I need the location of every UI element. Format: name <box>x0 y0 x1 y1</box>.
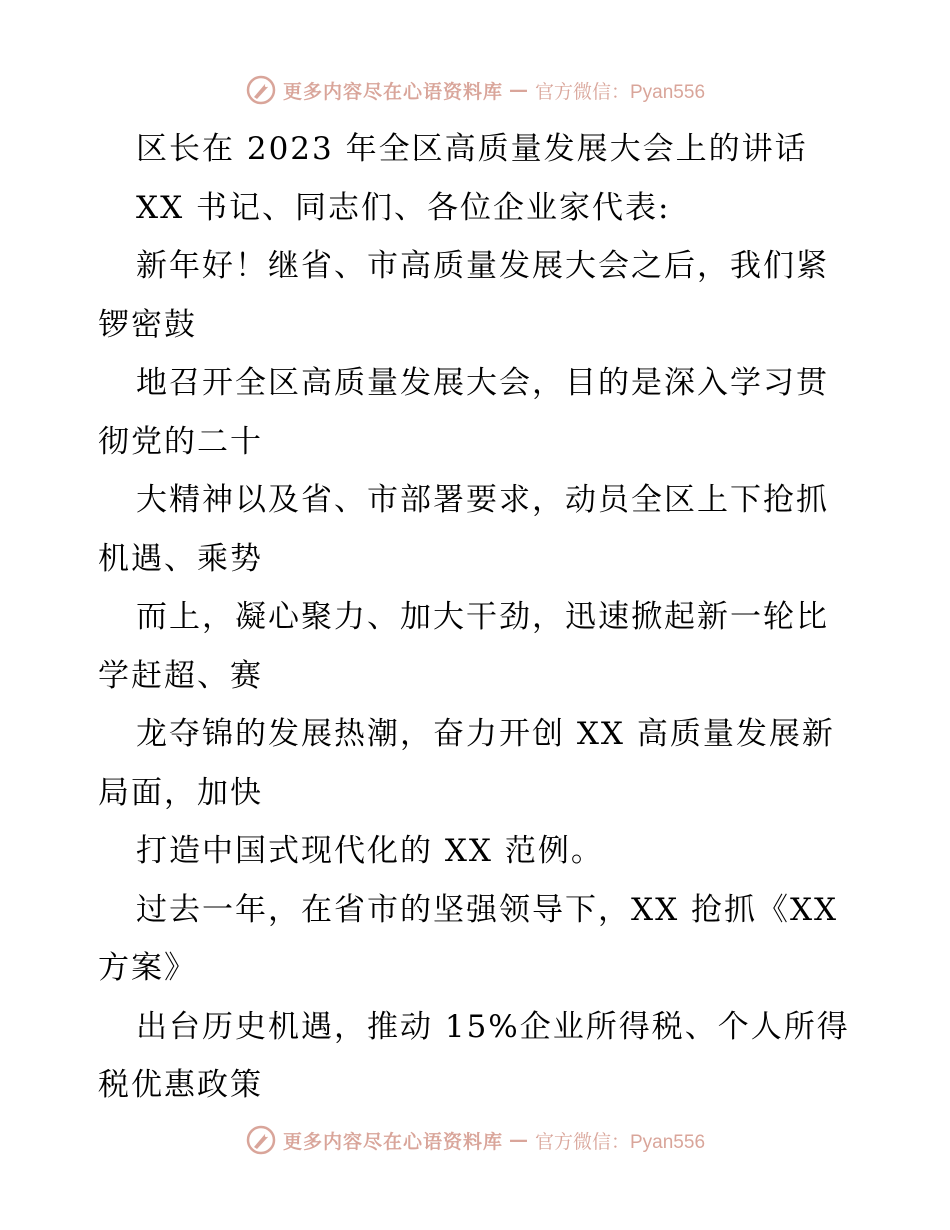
paragraph-line: 地召开全区高质量发展大会，目的是深入学习贯 <box>136 365 829 401</box>
speech-body <box>98 120 858 1115</box>
paragraph-line: 龙夺锦的发展热潮，奋力开创 XX 高质量发展新 <box>136 716 835 752</box>
pen-nib-icon <box>245 1124 277 1156</box>
paragraph-line: 出台历史机遇，推动 15%企业所得税、个人所得 <box>136 1008 850 1045</box>
watermark-contact: 官方微信：Pyan556 <box>535 1131 706 1153</box>
paragraph-line: 方案》 <box>98 950 197 986</box>
paragraph-line: 税优惠政策 <box>98 1067 263 1103</box>
watermark-title: 更多内容尽在心语资料库 <box>282 80 503 103</box>
paragraph-line: 过去一年，在省市的坚强领导下，XX 抢抓《XX <box>136 891 839 928</box>
paragraph-line: 而上，凝心聚力、加大干劲，迅速掀起新一轮比 <box>136 599 829 635</box>
paragraph-line: 学赶超、赛 <box>98 657 263 694</box>
paragraph-line: 彻党的二十 <box>98 423 263 460</box>
paragraph-line: 锣密鼓 <box>98 306 197 343</box>
document-title-line: 区长在 2023 年全区高质量发展大会上的讲话 <box>136 131 808 167</box>
watermark-title: 更多内容尽在心语资料库 <box>282 1130 503 1153</box>
watermark-contact: 官方微信：Pyan556 <box>535 81 706 103</box>
watermark-header <box>0 70 950 110</box>
watermark-dash: — <box>509 79 529 101</box>
watermark-footer <box>0 1120 950 1160</box>
paragraph-line: 大精神以及省、市部署要求，动员全区上下抢抓 <box>136 482 829 518</box>
salutation-line: XX 书记、同志们、各位企业家代表: <box>136 189 671 226</box>
paragraph-line: 机遇、乘势 <box>98 540 263 577</box>
paragraph-line: 新年好！继省、市高质量发展大会之后，我们紧 <box>136 248 829 284</box>
paragraph-line: 局面，加快 <box>98 774 263 811</box>
watermark-dash: — <box>509 1129 529 1151</box>
pen-nib-icon <box>245 74 277 106</box>
paragraph-line: 打造中国式现代化的 XX 范例。 <box>136 833 604 869</box>
